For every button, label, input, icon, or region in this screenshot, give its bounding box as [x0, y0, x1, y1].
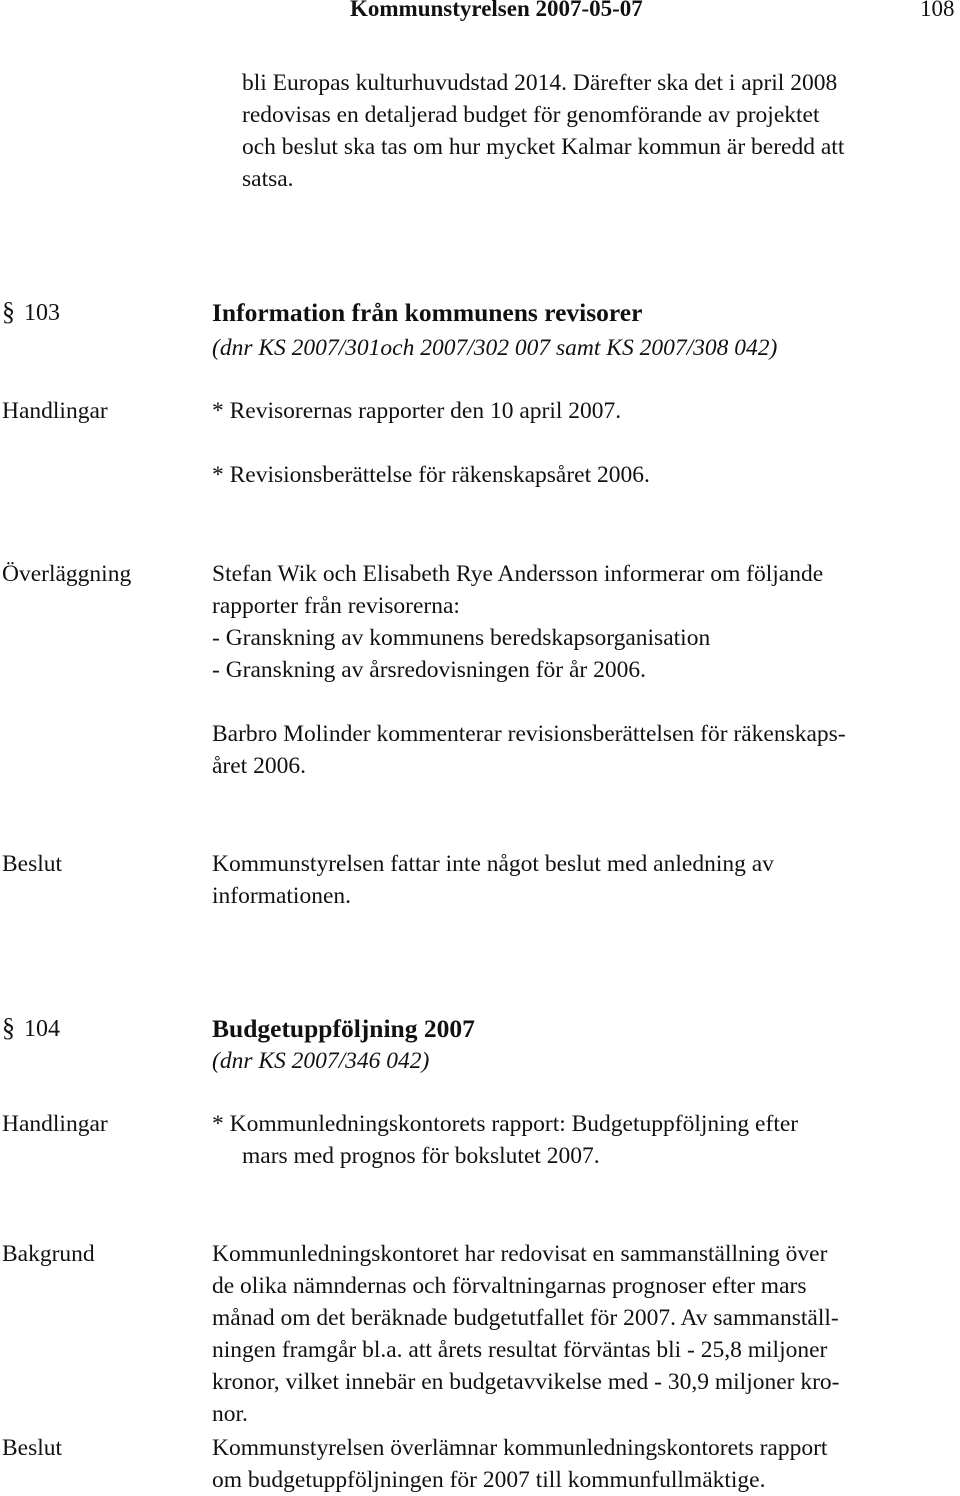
bakgrund-line: ningen framgår bl.a. att årets resultat förväntas bli - 25,8 miljoner	[212, 1337, 828, 1363]
handlingar-item: * Kommunledningskontorets rapport: Budgetuppföljning efter	[212, 1111, 799, 1137]
intro-line: satsa.	[242, 166, 294, 192]
section-dnr: (dnr KS 2007/301och 2007/302 007 samt KS 2007/308 042)	[212, 335, 778, 361]
beslut-label: Beslut	[2, 851, 63, 877]
intro-line: bli Europas kulturhuvudstad 2014. Därefter ska det i april 2008	[242, 70, 838, 96]
section-number: 103	[24, 300, 60, 326]
intro-line: och beslut ska tas om hur mycket Kalmar kommun är beredd att	[242, 134, 845, 160]
section-symbol: §	[2, 297, 15, 326]
handlingar-item: * Revisionsberättelse för räkenskapsåret 2006.	[212, 462, 650, 488]
overlaggning-line: - Granskning av kommunens beredskapsorganisation	[212, 625, 711, 651]
overlaggning-line: året 2006.	[212, 753, 306, 779]
handlingar-label: Handlingar	[2, 398, 108, 424]
handlingar-label: Handlingar	[2, 1111, 108, 1137]
bakgrund-line: Kommunledningskontoret har redovisat en sammanställning över	[212, 1241, 828, 1267]
section-symbol: §	[2, 1013, 15, 1042]
beslut-line: Kommunstyrelsen överlämnar kommunledningskontorets rapport	[212, 1435, 828, 1461]
bakgrund-line: nor.	[212, 1401, 248, 1427]
overlaggning-line: rapporter från revisorerna:	[212, 593, 460, 619]
handlingar-item: * Revisorernas rapporter den 10 april 2007.	[212, 398, 622, 424]
beslut-line: om budgetuppföljningen för 2007 till kommunfullmäktige.	[212, 1467, 766, 1493]
section-number: 104	[24, 1016, 60, 1042]
beslut-line: Kommunstyrelsen fattar inte något beslut med anledning av	[212, 851, 774, 877]
page-number: 108	[920, 0, 955, 21]
overlaggning-line: - Granskning av årsredovisningen för år 2006.	[212, 657, 646, 683]
section-title: Budgetuppföljning 2007	[212, 1014, 475, 1043]
bakgrund-label: Bakgrund	[2, 1241, 95, 1267]
handlingar-item: mars med prognos för bokslutet 2007.	[242, 1143, 600, 1169]
overlaggning-line: Stefan Wik och Elisabeth Rye Andersson informerar om följande	[212, 561, 824, 587]
page-header-title: Kommunstyrelsen 2007-05-07	[350, 0, 643, 21]
overlaggning-label: Överläggning	[2, 561, 132, 587]
beslut-label: Beslut	[2, 1435, 63, 1461]
bakgrund-line: de olika nämndernas och förvaltningarnas prognoser efter mars	[212, 1273, 807, 1299]
bakgrund-line: kronor, vilket innebär en budgetavvikelse med - 30,9 miljoner kro-	[212, 1369, 840, 1395]
bakgrund-line: månad om det beräknade budgetutfallet för 2007. Av sammanställ-	[212, 1305, 839, 1331]
intro-line: redovisas en detaljerad budget för genomförande av projektet	[242, 102, 820, 128]
overlaggning-line: Barbro Molinder kommenterar revisionsberättelsen för räkenskaps-	[212, 721, 846, 747]
section-title: Information från kommunens revisorer	[212, 298, 643, 327]
beslut-line: informationen.	[212, 883, 352, 909]
section-dnr: (dnr KS 2007/346 042)	[212, 1048, 430, 1074]
